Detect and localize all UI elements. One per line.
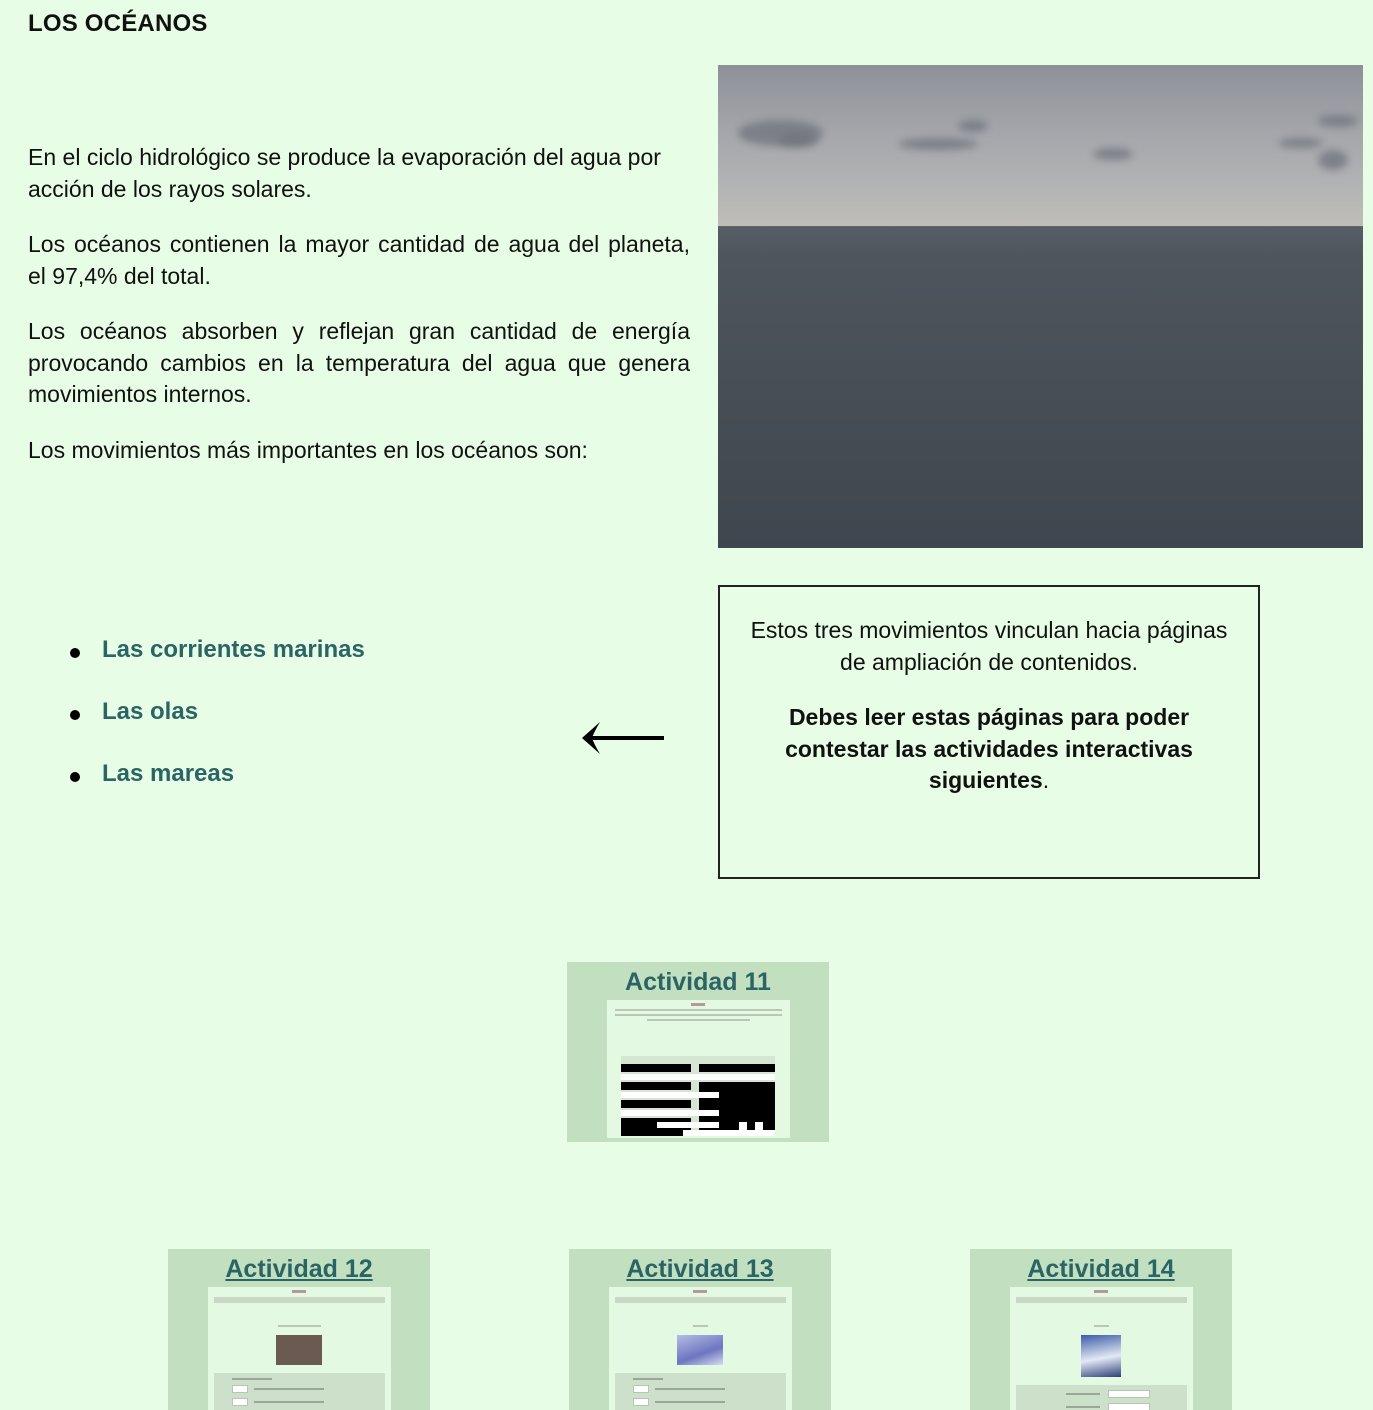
bullet-icon [70, 710, 80, 720]
activity-preview[interactable] [1010, 1287, 1193, 1410]
cloud [778, 133, 818, 147]
preview-image [276, 1335, 322, 1365]
page-title: LOS OCÉANOS [28, 10, 208, 37]
cloud [1278, 138, 1323, 148]
preview-caption [278, 1325, 321, 1327]
crossword-preview[interactable] [607, 1000, 790, 1138]
activity-link[interactable]: Actividad 13 [626, 1255, 774, 1283]
link-olas[interactable]: Las olas [102, 698, 199, 725]
cloud [898, 138, 978, 150]
activity-card[interactable] [567, 962, 829, 1142]
preview-heading [691, 1003, 705, 1006]
link-mareas[interactable]: Las mareas [102, 760, 235, 787]
info-text: Estos tres movimientos vinculan hacia páginas de ampliación de contenidos. [750, 617, 1228, 675]
preview-bar [615, 1297, 786, 1303]
preview-image [677, 1335, 723, 1365]
intro-paragraph: Los movimientos más importantes en los océanos son: [28, 436, 588, 463]
intro-text [28, 142, 690, 490]
bullet-icon [70, 772, 80, 782]
ocean-photo [718, 65, 1363, 548]
preview-heading [1094, 1290, 1108, 1293]
info-warning [740, 702, 1238, 797]
cloud [1318, 150, 1348, 170]
cloud [1093, 148, 1133, 160]
intro-paragraph: Los océanos contienen la mayor cantidad de agua del planeta, el 97,4% del total. [28, 231, 690, 289]
preview-image [1081, 1335, 1121, 1377]
info-warning-suffix: . [1042, 767, 1050, 793]
info-warning-text: Debes leer estas páginas para poder contestar las actividades interactivas siguientes [785, 704, 1193, 793]
cloud [958, 120, 988, 132]
preview-answers [214, 1373, 385, 1410]
preview-bar [214, 1297, 385, 1303]
crossword-grid [621, 1056, 775, 1136]
cloud [1318, 115, 1358, 127]
preview-answers [615, 1373, 786, 1410]
activity-link[interactable]: Actividad 11 [625, 968, 771, 996]
preview-heading [693, 1290, 707, 1293]
intro-paragraph: En el ciclo hidrológico se produce la evaporación del agua por acción de los rayos solares. [28, 144, 661, 202]
list-item [60, 760, 365, 822]
bullet-icon [70, 648, 80, 658]
activity-card[interactable] [569, 1249, 831, 1410]
activity-card[interactable] [970, 1249, 1232, 1410]
activity-link[interactable]: Actividad 12 [225, 1255, 373, 1283]
list-item [60, 698, 365, 760]
intro-paragraph: Los océanos absorben y reflejan gran cantidad de energía provocando cambios en la temperatura del agua que genera movimientos internos. [28, 318, 690, 407]
preview-text-line [647, 1019, 750, 1021]
activity-card[interactable] [168, 1249, 430, 1410]
preview-bar [1016, 1297, 1187, 1303]
movements-list [60, 636, 365, 822]
preview-text-line [615, 1014, 782, 1016]
preview-answers [1016, 1385, 1187, 1410]
left-arrow-icon [578, 718, 666, 758]
preview-caption [1094, 1325, 1109, 1327]
preview-caption [693, 1325, 708, 1327]
preview-heading [292, 1290, 306, 1293]
list-item [60, 636, 365, 698]
preview-text-line [615, 1009, 782, 1011]
activity-link[interactable]: Actividad 14 [1027, 1255, 1175, 1283]
activity-preview[interactable] [609, 1287, 792, 1410]
info-box [718, 585, 1260, 879]
link-corrientes-marinas[interactable]: Las corrientes marinas [102, 636, 365, 663]
activity-preview[interactable] [208, 1287, 391, 1410]
